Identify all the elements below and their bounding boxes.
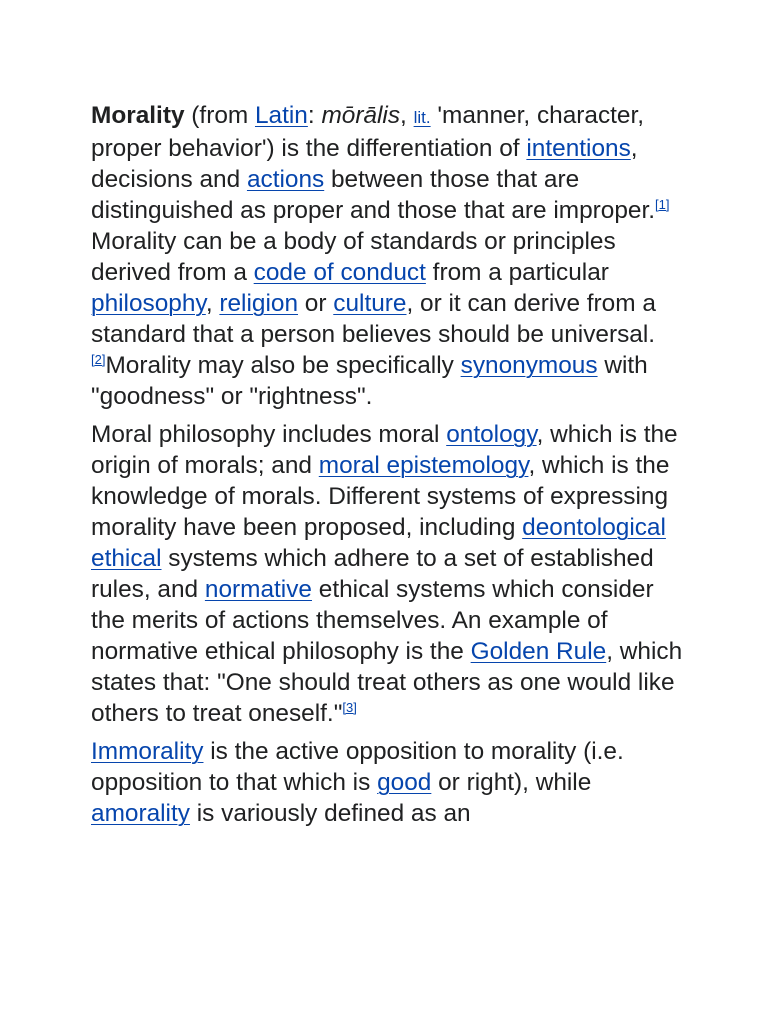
link-amorality[interactable]: amorality bbox=[91, 800, 190, 827]
link-philosophy[interactable]: philosophy bbox=[91, 290, 206, 317]
link-good[interactable]: good bbox=[377, 769, 432, 796]
text-run: or bbox=[298, 290, 334, 317]
citation-ref-1 bbox=[655, 197, 669, 212]
text-run: between those that are distinguished as proper and those that are improper. bbox=[91, 166, 656, 224]
article-term: Morality bbox=[91, 102, 185, 129]
text-run: , or it can derive from a standard that a person believes should be universal. bbox=[91, 290, 656, 348]
link-moral-epistemology[interactable]: moral epistemology bbox=[318, 452, 529, 479]
text-run: : bbox=[307, 102, 322, 129]
text-run: with "goodness" or "rightness". bbox=[91, 352, 648, 410]
text-run: or right), while bbox=[431, 769, 592, 796]
citation-ref-2 bbox=[91, 352, 105, 367]
citation-link-2[interactable]: [2] bbox=[91, 352, 106, 367]
link-code-of-conduct[interactable]: code of conduct bbox=[253, 259, 426, 286]
paragraph-moral-philosophy bbox=[91, 419, 691, 729]
link-religion[interactable]: religion bbox=[219, 290, 299, 317]
text-run: Morality may also be specifically bbox=[105, 352, 461, 379]
citation-link-1[interactable]: [1] bbox=[655, 197, 670, 212]
text-run: systems which adhere to a set of established rules, and bbox=[91, 545, 654, 603]
text-run: Morality can be a body of standards or principles derived from a bbox=[91, 228, 616, 286]
paragraph-intro bbox=[91, 100, 691, 412]
link-ontology[interactable]: ontology bbox=[446, 421, 537, 448]
article-body bbox=[91, 100, 691, 836]
text-run: ethical systems which consider the merits of actions themselves. An example of normative ethical philosophy is the bbox=[91, 576, 654, 665]
citation-link-3[interactable]: [3] bbox=[342, 700, 357, 715]
text-run: is variously defined as an bbox=[189, 800, 471, 827]
link-immorality[interactable]: Immorality bbox=[91, 738, 204, 765]
text-run: , bbox=[400, 102, 414, 129]
text-run: , which states that: "One should treat others as one would like others to treat oneself." bbox=[91, 638, 683, 727]
text-run: , which is the knowledge of morals. Different systems of expressing morality have been proposed, including bbox=[91, 452, 670, 541]
text-run: , which is the origin of morals; and bbox=[91, 421, 678, 479]
latin-word: mōrālis bbox=[321, 102, 401, 129]
paragraph-immorality bbox=[91, 736, 691, 829]
text-run: , decisions and bbox=[91, 135, 638, 193]
link-golden-rule[interactable]: Golden Rule bbox=[470, 638, 607, 665]
link-actions[interactable]: actions bbox=[246, 166, 325, 193]
link-lit[interactable]: lit. bbox=[413, 108, 431, 127]
link-intentions[interactable]: intentions bbox=[526, 135, 631, 162]
link-deontological-ethical[interactable]: deontological ethical bbox=[91, 514, 666, 572]
link-culture[interactable]: culture bbox=[333, 290, 407, 317]
text-run: is the active opposition to morality (i.e. opposition to that which is bbox=[91, 738, 624, 796]
text-run: (from bbox=[184, 102, 255, 129]
text-run: 'manner, character, proper behavior') is the differentiation of bbox=[91, 102, 645, 162]
link-synonymous[interactable]: synonymous bbox=[460, 352, 598, 379]
link-latin[interactable]: Latin bbox=[254, 102, 308, 129]
citation-ref-3 bbox=[342, 700, 356, 715]
text-run: Moral philosophy includes moral bbox=[91, 421, 447, 448]
link-normative[interactable]: normative bbox=[204, 576, 312, 603]
text-run: from a particular bbox=[425, 259, 609, 286]
text-run: , bbox=[205, 290, 220, 317]
